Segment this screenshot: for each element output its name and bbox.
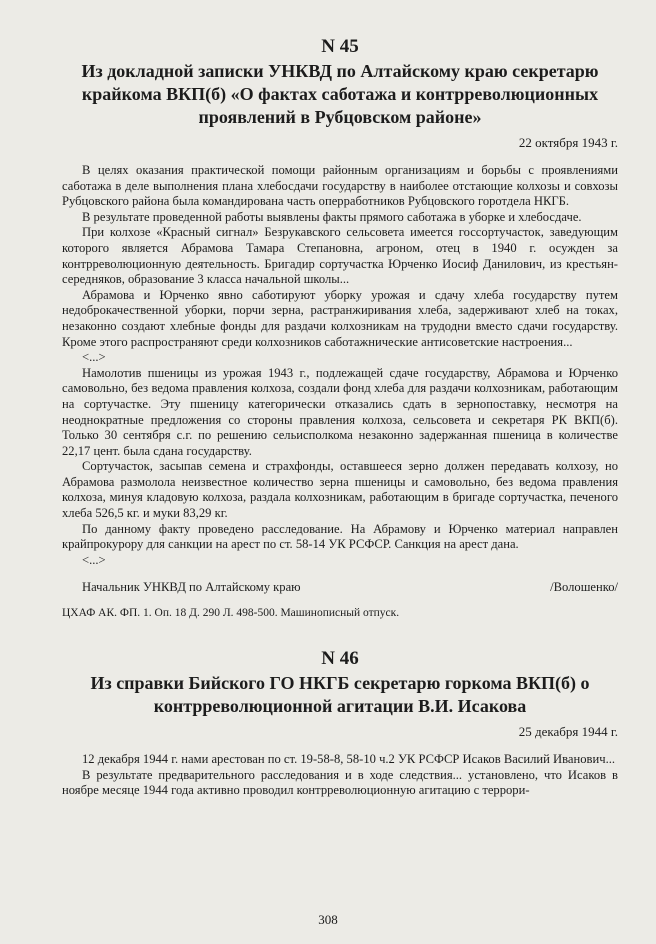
paragraph: 12 декабря 1944 г. нами арестован по ст. 19-58-8, 58-10 ч.2 УК РСФСР Исаков Василий Иванович... <box>82 752 616 767</box>
paragraph: В результате проведенной работы выявлены факты прямого саботажа в уборке и хлебосдаче. <box>82 209 582 224</box>
paragraph: По данному факту проведено расследование. На Абрамову и Юрченко материал направлен крайпрокурору для санкции на арест по ст. 58-14 УК РСФСР. Санкция на арест дана. <box>62 521 618 552</box>
document-number: N 45 <box>321 36 359 57</box>
paragraph: В целях оказания практической помощи районным организациям и борьбы с проявлениями саботажа в деле выполнения плана хлебосдачи государству в наиболее отстающие колхозы и совхозы Рубцовского района была командирована часть оперработников Рубцовского горотдела НКГБ. <box>62 163 618 209</box>
document-46 <box>62 648 618 799</box>
document-date: 25 декабря 1944 г. <box>518 724 618 740</box>
paragraph: При колхозе «Красный сигнал» Безрукавского сельсовета имеется госсортучасток, заведующим которого является Абрамова Тамара Степановна, агроном, отец в 1940 г. осужден за контрреволюционную деятельность. Бригадир сортучастка Юрченко Иосиф Данилович, из крестьян-середняков, образование 3 класса начальной школы... <box>62 225 618 287</box>
document-45 <box>62 36 618 620</box>
omission-mark: <...> <box>82 350 106 365</box>
signature-title: Начальник УНКВД по Алтайскому краю <box>82 580 301 595</box>
page-number: 308 <box>318 912 338 927</box>
paragraph: В результате предварительного расследования и в ходе следствия... установлено, что Исаков в ноябре месяце 1944 года активно проводил контрреволюционную агитацию с террори- <box>62 767 618 798</box>
paragraph: Абрамова и Юрченко явно саботируют уборку урожая и сдачу хлеба государству путем недоброкачественной уборки, порчи зерна, растранжиривания хлеба, задерживают хлеб на токах, незаконно создают хлебные фонды для раздачи колхозникам на трудодни вместо сдачи государству. Кроме этого распространяют среди колхозников саботажнические антисоветские настроения... <box>62 287 618 349</box>
document-title: Из докладной записки УНКВД по Алтайскому краю секретарю крайкома ВКП(б) «О фактах саботажа и контрреволюционных проявлений в Рубцовском районе» <box>81 61 599 127</box>
document-page <box>62 36 618 799</box>
omission-mark: <...> <box>82 552 106 567</box>
document-title: Из справки Бийского ГО НКГБ секретарю горкома ВКП(б) о контрреволюционной агитации В.И. Исакова <box>90 673 590 717</box>
document-number: N 46 <box>321 648 359 670</box>
document-date: 22 октября 1943 г. <box>518 135 618 150</box>
paragraph: Намолотив пшеницы из урожая 1943 г., подлежащей сдаче государству, Абрамова и Юрченко самовольно, без ведома правления колхоза, создали фонд хлеба для раздачи колхозникам, работающим на сортучастке. Эту пшеницу категорически отказались сдать в зернопоставку, несмотря на неоднократные предложения со стороны правления колхоза, сельсовета и секретаря РК ВКП(б). Только 30 сентября с.г. по решению сельисполкома незаконно задержанная пшеница в количестве 22,17 цент. была сдана государству. <box>62 365 618 458</box>
signature-name: /Волошенко/ <box>550 580 618 595</box>
paragraph: Сортучасток, засыпав семена и страхфонды, оставшееся зерно должен передавать колхозу, но Абрамова размолола неизвестное количество зерна пшеницы и самовольно, без ведома правления колхоза, минуя кладовую колхоза, раздала колхозникам, работающим в бригаде сортучастка, печеного хлеба 526,5 кг. и муки 83,29 кг. <box>62 459 618 521</box>
signature-line <box>62 580 618 596</box>
archive-reference: ЦХАФ АК. ФП. 1. Оп. 18 Д. 290 Л. 498-500. Машинописный отпуск. <box>62 607 400 620</box>
